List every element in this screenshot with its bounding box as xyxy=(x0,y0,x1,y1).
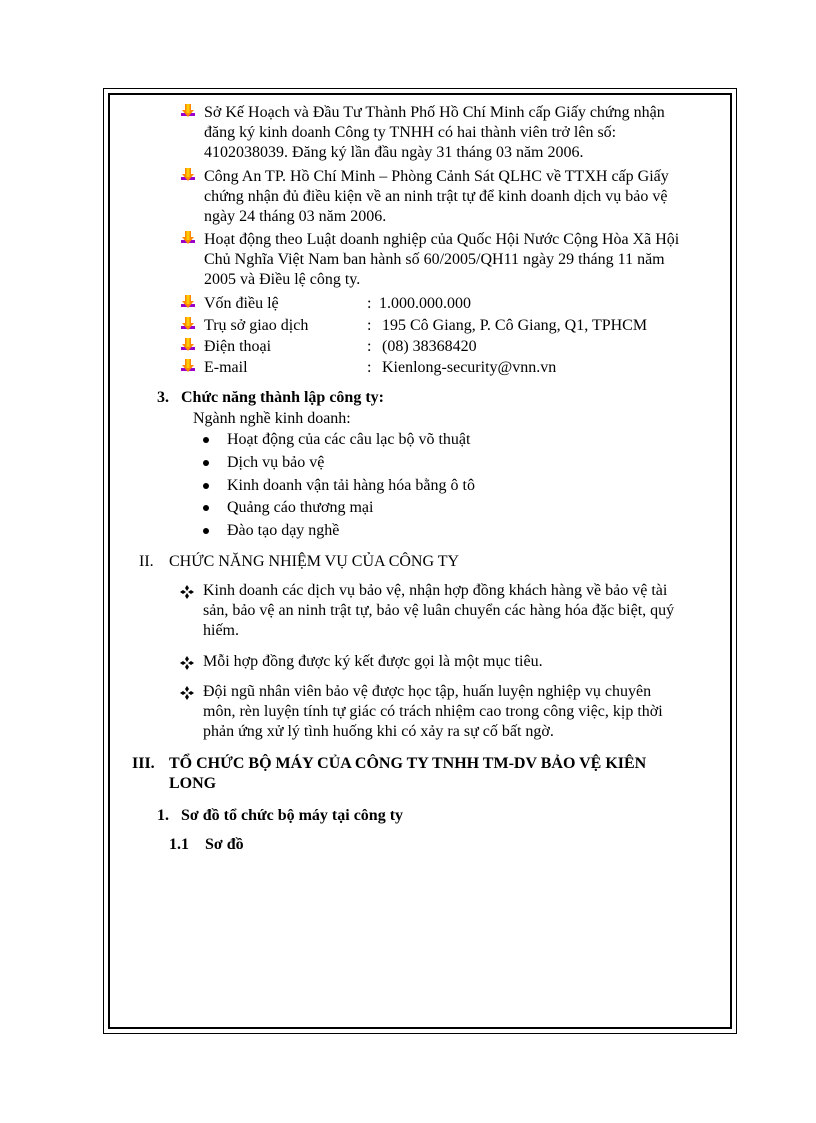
email-value: Kienlong-security@vnn.vn xyxy=(382,359,557,376)
sectionII-title: CHỨC NĂNG NHIỆM VỤ CỦA CÔNG TY xyxy=(169,553,460,570)
arrow-down-bullet-icon xyxy=(180,338,196,354)
subsection11-title: Sơ đồ xyxy=(205,836,244,853)
colon-separator: : xyxy=(367,359,372,376)
business-line-item: Dịch vụ bảo vệ xyxy=(227,454,325,471)
arrow-down-bullet-icon xyxy=(180,168,196,184)
arrow-down-bullet-icon xyxy=(180,359,196,375)
text-line: Mỗi hợp đồng được ký kết được gọi là một mục tiêu. xyxy=(203,653,543,670)
bullet-dot xyxy=(203,437,209,443)
text-line: LONG xyxy=(169,775,217,792)
subsection11-number: 1.1 xyxy=(169,836,189,853)
phone-label: Điện thoại xyxy=(204,338,272,355)
arrow-down-bullet-icon xyxy=(180,295,196,311)
charter-capital-value: 1.000.000.000 xyxy=(379,295,471,312)
subsection1-title: Sơ đồ tổ chức bộ máy tại công ty xyxy=(181,807,404,824)
subsection1-number: 1. xyxy=(157,807,169,824)
colon-separator: : xyxy=(367,338,372,355)
text-line: 4102038039. Đăng ký lần đầu ngày 31 tháng 03 năm 2006. xyxy=(204,144,584,161)
duty-item-3 xyxy=(203,682,718,742)
text-line: Đội ngũ nhân viên bảo vệ được học tập, huấn luyện nghiệp vụ chuyên xyxy=(203,683,652,700)
text-line: Hoạt động theo Luật doanh nghiệp của Quốc Hội Nước Cộng Hòa Xã Hội xyxy=(204,231,680,248)
license-item-1 xyxy=(204,103,718,163)
bullet-dot xyxy=(203,505,209,511)
phone-value: (08) 38368420 xyxy=(382,338,477,355)
section3-title: Chức năng thành lập công ty: xyxy=(181,389,384,406)
office-address-value: 195 Cô Giang, P. Cô Giang, Q1, TPHCM xyxy=(382,317,648,334)
text-line: hiếm. xyxy=(203,622,239,639)
business-line-item: Hoạt động của các câu lạc bộ võ thuật xyxy=(227,431,471,448)
duty-item-2 xyxy=(203,652,718,672)
text-line: ngày 24 tháng 03 năm 2006. xyxy=(204,208,387,225)
text-line: Công An TP. Hồ Chí Minh – Phòng Cảnh Sát QLHC về TTXH cấp Giấy xyxy=(204,168,669,185)
text-line: Sở Kế Hoạch và Đầu Tư Thành Phố Hồ Chí Minh cấp Giấy chứng nhận xyxy=(204,104,665,121)
arrow-down-bullet-icon xyxy=(180,104,196,120)
arrow-down-bullet-icon xyxy=(180,231,196,247)
duty-item-1 xyxy=(203,581,718,641)
email-label: E-mail xyxy=(204,359,248,376)
sectionIII-number: III. xyxy=(132,755,155,772)
text-line: Chủ Nghĩa Việt Nam ban hành số 60/2005/QH11 ngày 29 tháng 11 năm xyxy=(204,251,665,268)
office-address-label: Trụ sở giao dịch xyxy=(204,317,309,334)
license-item-2 xyxy=(204,167,718,227)
business-line-item: Đào tạo dạy nghề xyxy=(227,522,340,539)
bullet-dot xyxy=(203,528,209,534)
text-line: sản, bảo vệ an ninh trật tự, bảo vệ luân chuyển các hàng hóa đặc biệt, quý xyxy=(203,602,675,619)
arrow-down-bullet-icon xyxy=(180,317,196,333)
four-diamond-bullet-icon xyxy=(180,656,194,670)
colon-separator: : xyxy=(367,317,372,334)
text-line: Kinh doanh các dịch vụ bảo vệ, nhận hợp đồng khách hàng về bảo vệ tài xyxy=(203,582,668,599)
bullet-dot xyxy=(203,460,209,466)
text-line: chứng nhận đủ điều kiện về an ninh trật tự để kinh doanh dịch vụ bảo vệ xyxy=(204,188,668,205)
four-diamond-bullet-icon xyxy=(180,686,194,700)
charter-capital-label: Vốn điều lệ xyxy=(204,295,279,312)
text-line: 2005 và Điều lệ công ty. xyxy=(204,271,361,288)
text-line: đăng ký kinh doanh Công ty TNHH có hai thành viên trở lên số: xyxy=(204,124,617,141)
section3-number: 3. xyxy=(157,389,169,406)
license-item-3 xyxy=(204,230,718,290)
colon-separator: : xyxy=(367,295,372,312)
text-line: TỔ CHỨC BỘ MÁY CỦA CÔNG TY TNHH TM-DV BẢO VỆ KIÊN xyxy=(169,755,647,772)
sectionII-number: II. xyxy=(139,553,154,570)
sectionIII-title xyxy=(169,754,718,794)
business-line-item: Quảng cáo thương mại xyxy=(227,499,374,516)
text-line: môn, rèn luyện tính tự giác có trách nhiệm cao trong công việc, kịp thời xyxy=(203,703,663,720)
business-lines-intro: Ngành nghề kinh doanh: xyxy=(193,410,351,427)
bullet-dot xyxy=(203,483,209,489)
business-line-item: Kinh doanh vận tải hàng hóa bằng ô tô xyxy=(227,477,475,494)
text-line: phản ứng xử lý tình huống khi có xảy ra sự cố bất ngờ. xyxy=(203,723,554,740)
four-diamond-bullet-icon xyxy=(180,585,194,599)
